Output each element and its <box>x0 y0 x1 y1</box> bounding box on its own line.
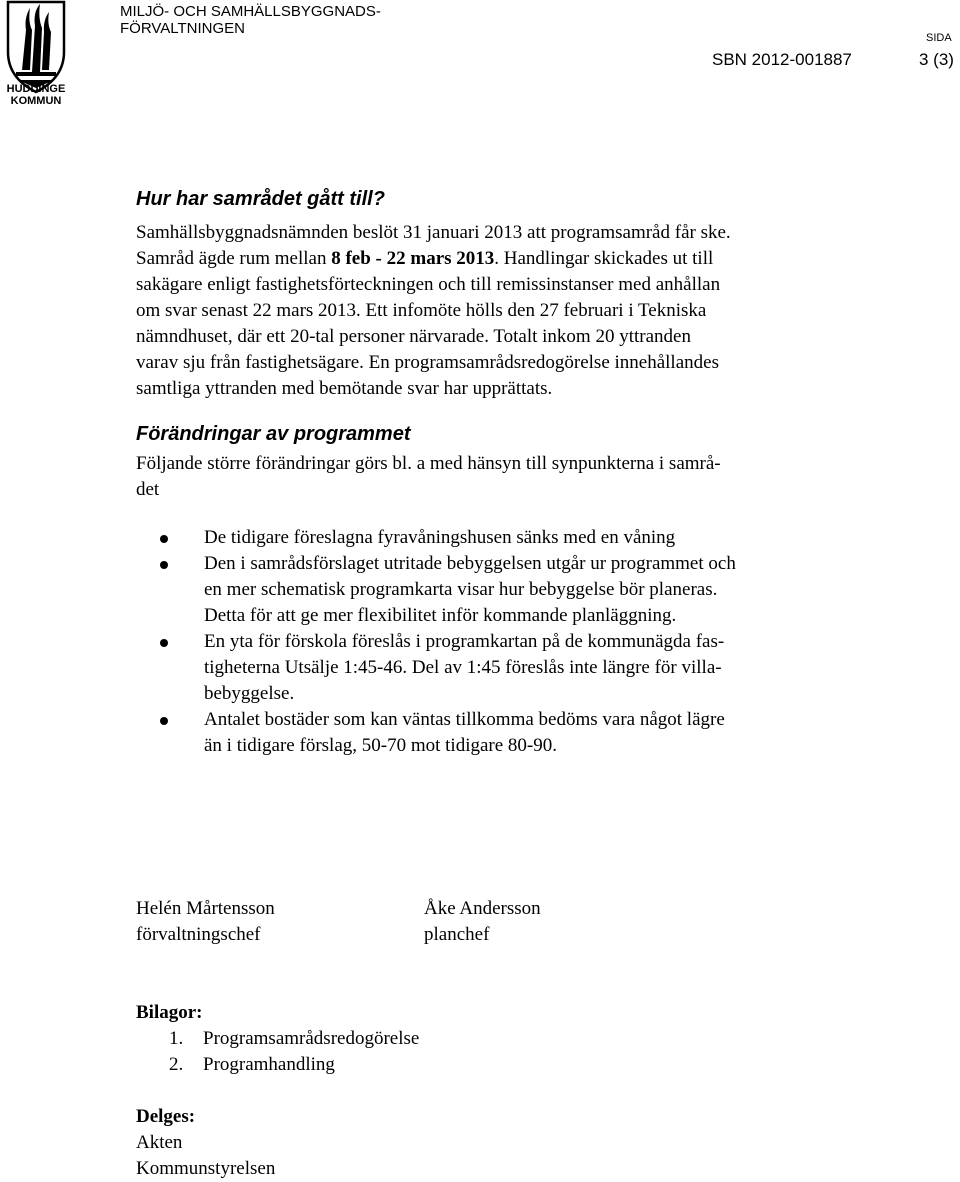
section-heading-consultation: Hur har samrådet gått till? <box>136 188 385 210</box>
bullet-icon <box>160 535 168 543</box>
distribution-section <box>136 1104 275 1182</box>
distribution-item: Kommunstyrelsen <box>136 1158 276 1179</box>
paragraph-line: sakägare enligt fastighetsförteckningen och till remissinstanser med anhållan <box>136 274 721 295</box>
paragraph-line: om svar senast 22 mars 2013. Ett infomöte hölls den 27 februari i Tekniska <box>136 300 707 321</box>
signatory-title: planchef <box>424 924 490 945</box>
list-item: 1. Programsamrådsredogörelse <box>169 1028 420 1049</box>
distribution-item: Akten <box>136 1132 183 1153</box>
reference-number: SBN 2012-001887 <box>712 50 852 69</box>
page-label: SIDA <box>926 32 952 44</box>
department-line: FÖRVALTNINGEN <box>120 20 246 37</box>
signatory-name: Helén Mårtensson <box>136 898 275 919</box>
department-line: MILJÖ- OCH SAMHÄLLSBYGGNADS- <box>120 3 381 20</box>
logo-text-line2: KOMMUN <box>10 95 62 107</box>
paragraph-line: nämndhuset, där ett 20-tal personer närvarade. Totalt inkom 20 yttranden <box>136 326 691 347</box>
distribution-heading: Delges: <box>136 1106 196 1127</box>
paragraph-line: samtliga yttranden med bemötande svar har upprättats. <box>136 378 553 399</box>
bullet-icon <box>160 561 168 569</box>
logo-text-line1: HUDDINGE <box>6 83 66 95</box>
attachments-heading: Bilagor: <box>136 1002 203 1023</box>
list-item: En yta för förskola föreslås i programkartan på de kommunägda fas- tigheterna Utsälje 1:45-46. Del av 1:45 föreslås inte längre för villa- bebyggelse. <box>160 629 860 707</box>
signatory-name: Åke Andersson <box>424 898 541 919</box>
signatory-title: förvaltningschef <box>136 924 261 945</box>
signature-block <box>136 896 275 948</box>
paragraph-line: varav sju från fastighetsägare. En programsamrådsredogörelse innehållandes <box>136 352 719 373</box>
bullet-icon <box>160 639 168 647</box>
list-item: Antalet bostäder som kan väntas tillkomma bedöms vara något lägre än i tidigare förslag, 50-70 mot tidigare 80-90. <box>160 707 860 759</box>
paragraph-line: Följande större förändringar görs bl. a med hänsyn till synpunkterna i samrå- <box>136 453 721 474</box>
attachments-list <box>136 1026 419 1078</box>
changes-intro <box>136 451 841 503</box>
paragraph-line: det <box>136 479 160 500</box>
bullet-icon <box>160 717 168 725</box>
department-name <box>120 3 381 37</box>
list-item: De tidigare föreslagna fyravåningshusen sänks med en våning <box>160 525 860 551</box>
paragraph-line: Samråd ägde rum mellan 8 feb - 22 mars 2013. Handlingar skickades ut till <box>136 248 714 269</box>
huddinge-kommun-logo <box>2 0 70 108</box>
page-number: 3 (3) <box>919 50 954 69</box>
list-item: Den i samrådsförslaget utritade bebyggelsen utgår ur programmet och en mer schematisk programkarta visar hur bebyggelse bör planeras. Detta för att ge mer flexibilitet inför kommande planläggning. <box>160 551 860 629</box>
attachments-section <box>136 1000 419 1078</box>
signature-block <box>424 896 541 948</box>
consultation-paragraph <box>136 220 836 402</box>
consultation-dates: 8 feb - 22 mars 2013 <box>331 248 495 269</box>
section-heading-changes: Förändringar av programmet <box>136 423 411 445</box>
list-item: 2. Programhandling <box>169 1054 335 1075</box>
changes-list <box>160 525 860 759</box>
paragraph-line: Samhällsbyggnadsnämnden beslöt 31 januari 2013 att programsamråd får ske. <box>136 222 731 243</box>
